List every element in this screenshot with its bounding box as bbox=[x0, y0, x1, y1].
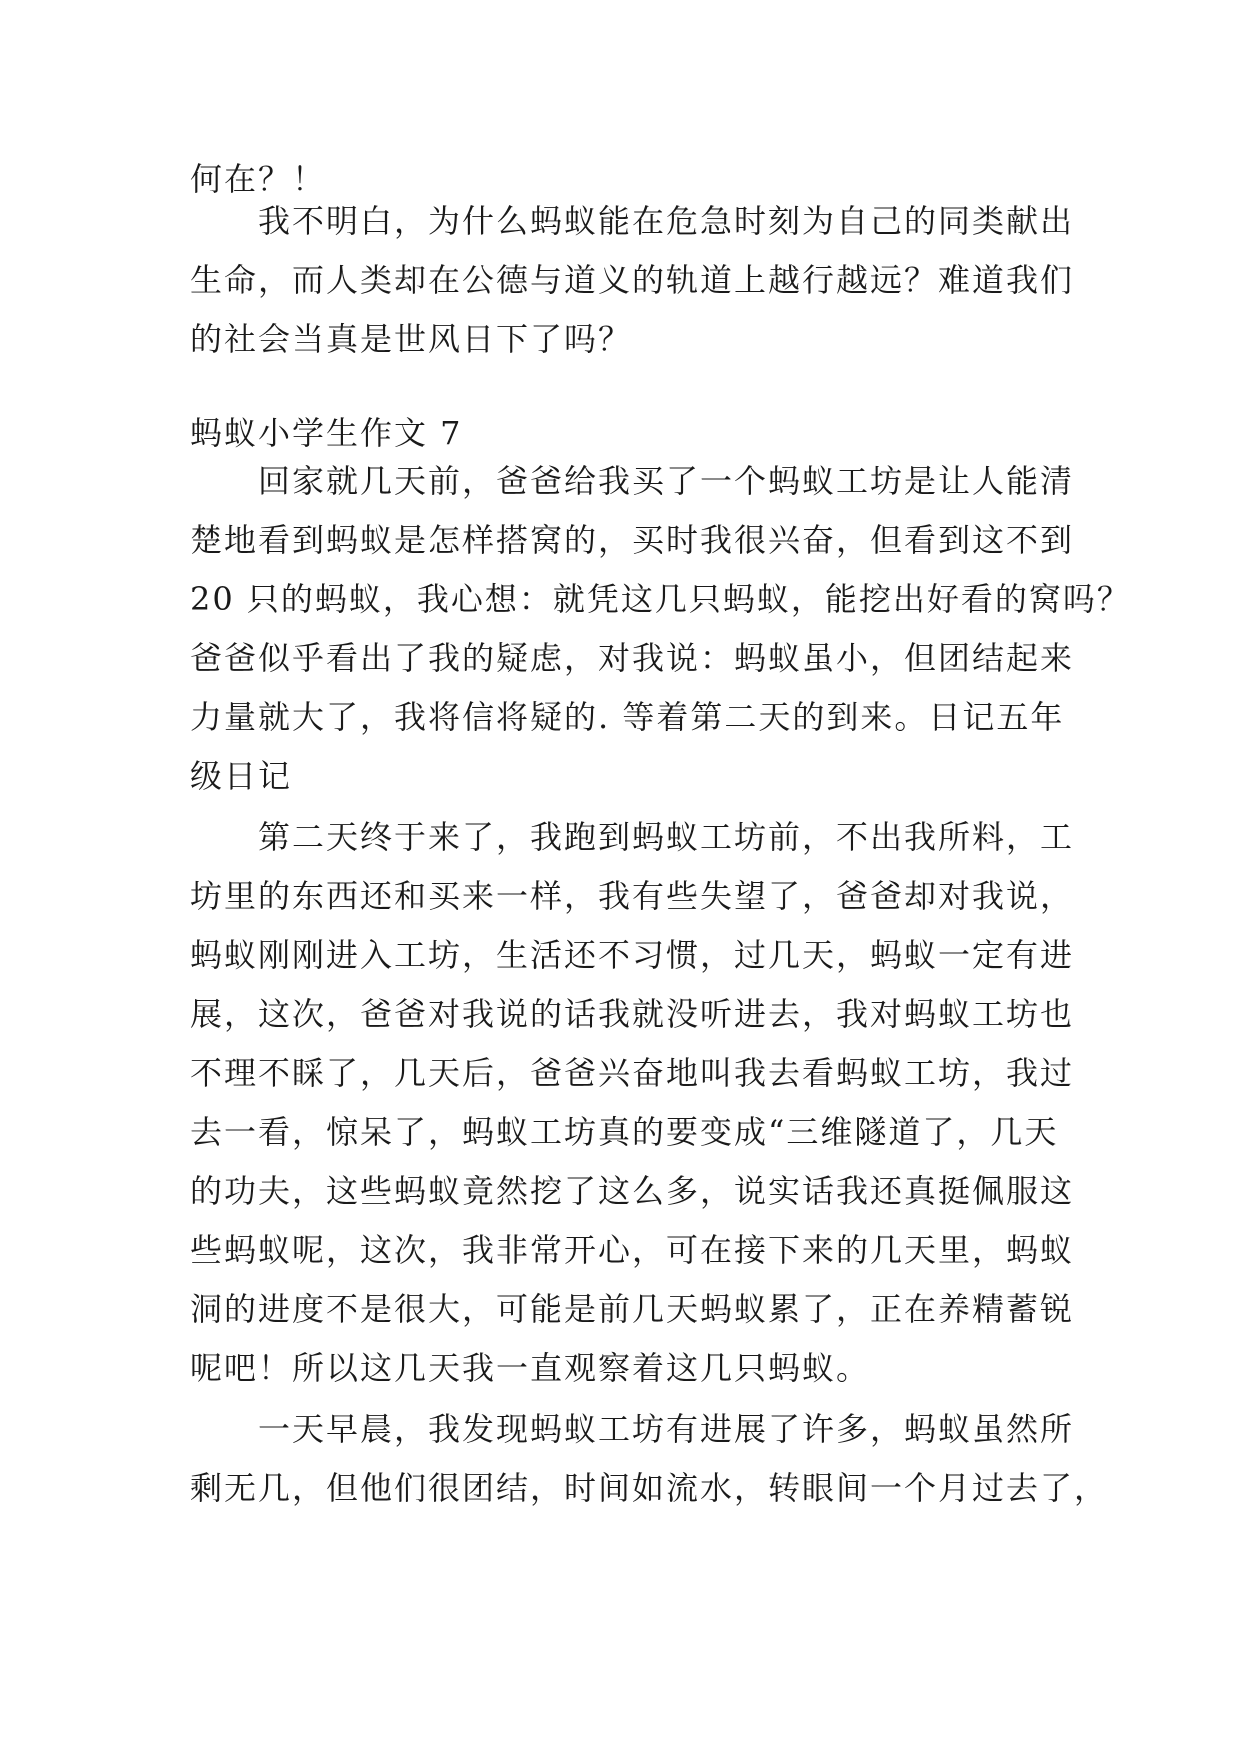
text-line: 何在？！ bbox=[190, 160, 327, 198]
text-line: 20 只的蚂蚁，我心想：就凭这几只蚂蚁，能挖出好看的窝吗？ bbox=[190, 580, 1131, 618]
text-line: 展，这次，爸爸对我说的话我就没听进去，我对蚂蚁工坊也 bbox=[190, 995, 1075, 1033]
text-line: 第二天终于来了，我跑到蚂蚁工坊前，不出我所料，工 bbox=[258, 818, 1075, 856]
paragraph-question bbox=[190, 192, 1075, 369]
text-line: 力量就大了，我将信将疑的. 等着第二天的到来。日记五年 bbox=[190, 698, 1065, 736]
text-line: 剩无几，但他们很团结，时间如流水，转眼间一个月过去了， bbox=[190, 1469, 1109, 1507]
text-line: 去一看，惊呆了，蚂蚁工坊真的要变成“三维隧道了，几天 bbox=[190, 1113, 1059, 1151]
paragraph-three bbox=[190, 1400, 1109, 1518]
text-line: 一天早晨，我发现蚂蚁工坊有进展了许多，蚂蚁虽然所 bbox=[258, 1410, 1075, 1448]
text-line: 爸爸似乎看出了我的疑虑，对我说：蚂蚁虽小，但团结起来 bbox=[190, 639, 1075, 677]
text-line: 楚地看到蚂蚁是怎样搭窝的，买时我很兴奋，但看到这不到 bbox=[190, 521, 1075, 559]
text-line: 蚂蚁刚刚进入工坊，生活还不习惯，过几天，蚂蚁一定有进 bbox=[190, 936, 1075, 974]
paragraph-two bbox=[190, 808, 1075, 1398]
text-line: 回家就几天前，爸爸给我买了一个蚂蚁工坊是让人能清 bbox=[258, 462, 1075, 500]
text-line: 不理不睬了，几天后，爸爸兴奋地叫我去看蚂蚁工坊，我过 bbox=[190, 1054, 1075, 1092]
text-line: 级日记 bbox=[190, 757, 293, 795]
paragraph-one bbox=[190, 452, 1131, 806]
section-title: 蚂蚁小学生作文 7 bbox=[190, 414, 463, 452]
text-line: 呢吧！所以这几天我一直观察着这几只蚂蚁。 bbox=[190, 1349, 871, 1387]
text-line: 洞的进度不是很大，可能是前几天蚂蚁累了，正在养精蓄锐 bbox=[190, 1290, 1075, 1328]
text-line: 的社会当真是世风日下了吗？ bbox=[190, 320, 633, 358]
text-line: 生命，而人类却在公德与道义的轨道上越行越远？难道我们 bbox=[190, 261, 1075, 299]
text-line: 的功夫，这些蚂蚁竟然挖了这么多，说实话我还真挺佩服这 bbox=[190, 1172, 1075, 1210]
text-line: 些蚂蚁呢，这次，我非常开心，可在接下来的几天里，蚂蚁 bbox=[190, 1231, 1075, 1269]
text-line: 坊里的东西还和买来一样，我有些失望了，爸爸却对我说， bbox=[190, 877, 1075, 915]
text-line: 我不明白，为什么蚂蚁能在危急时刻为自己的同类献出 bbox=[258, 202, 1075, 240]
